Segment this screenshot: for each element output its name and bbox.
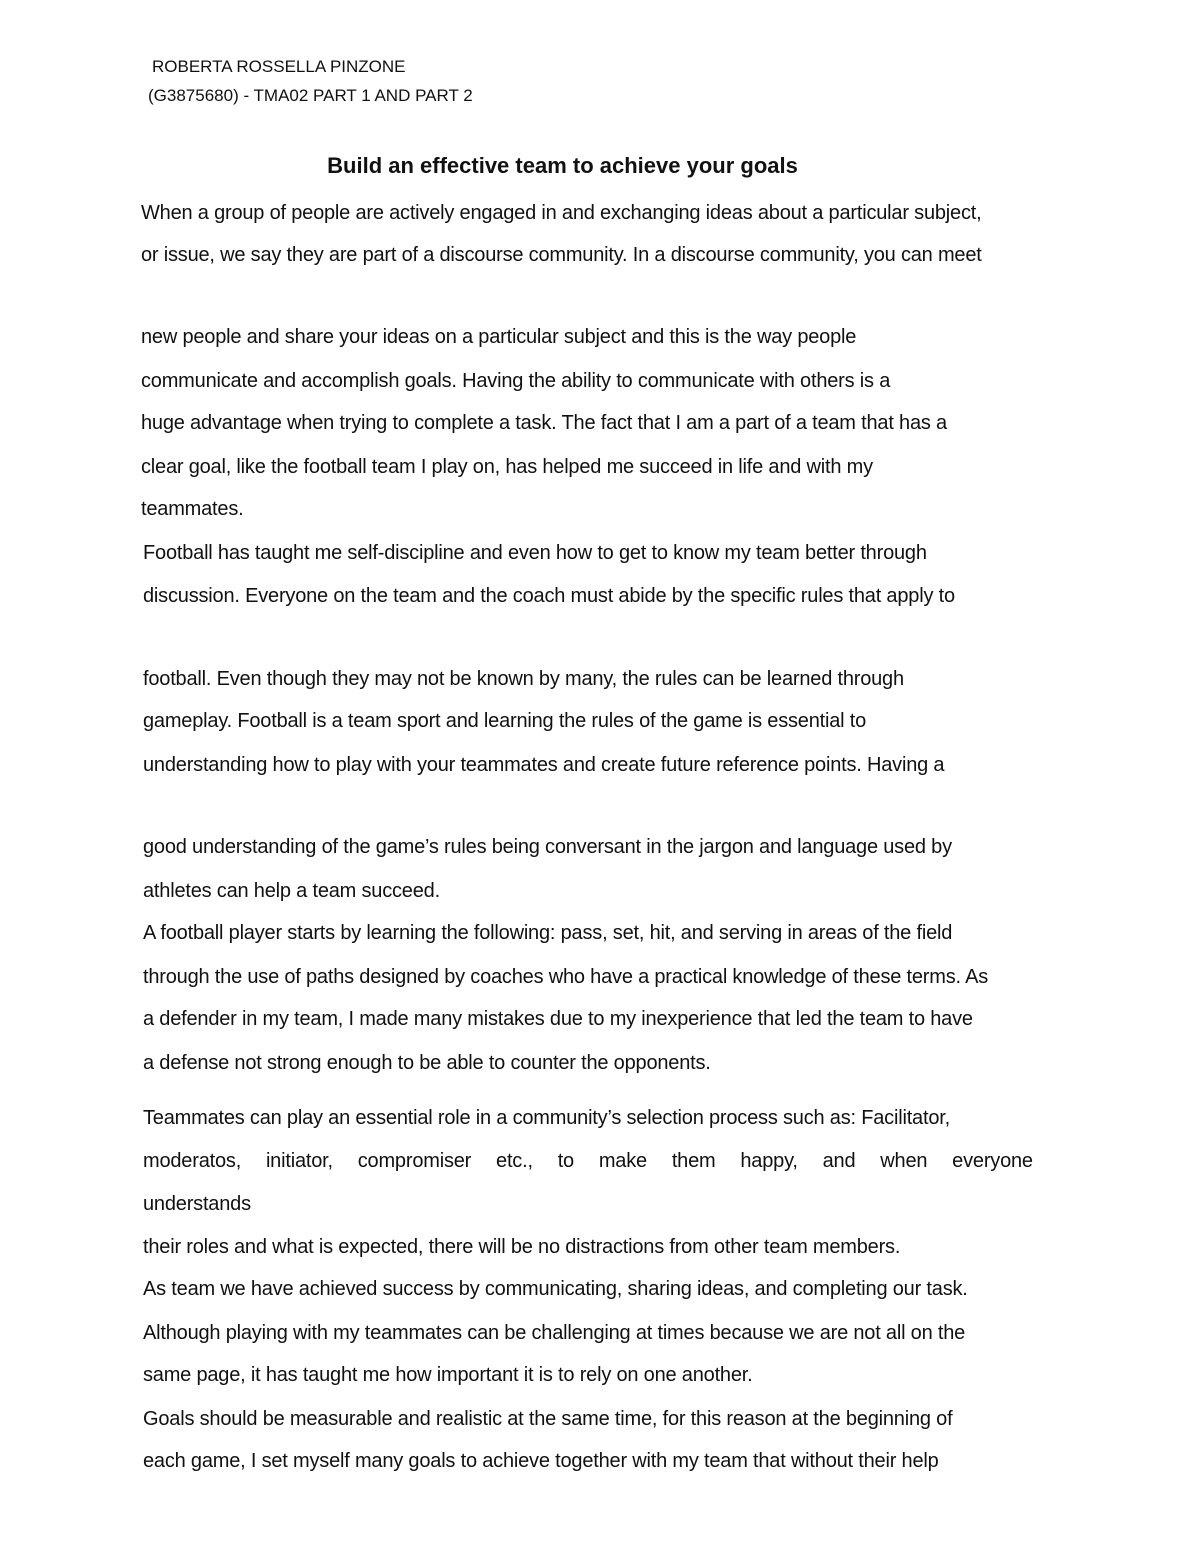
body-line: football. Even though they may not be known by many, the rules can be learned through [143,668,904,690]
body-line: a defender in my team, I made many mistakes due to my inexperience that led the team to have [143,1008,973,1030]
body-line: good understanding of the game’s rules being conversant in the jargon and language used by [143,836,952,858]
body-line: understands [143,1193,251,1215]
justified-word: to [557,1150,574,1172]
body-line: same page, it has taught me how important it is to rely on one another. [143,1364,753,1386]
justified-word: and [822,1150,856,1172]
assignment-code: (G3875680) - TMA02 PART 1 AND PART 2 [148,86,473,105]
body-line: communicate and accomplish goals. Having the ability to communicate with others is a [141,370,891,392]
author-name: ROBERTA ROSSELLA PINZONE [152,57,406,76]
body-line: Football has taught me self-discipline and even how to get to know my team better through [143,542,927,564]
body-line: huge advantage when trying to complete a task. The fact that I am a part of a team that has a [141,412,947,434]
justified-body-line [143,1149,1033,1173]
body-line: clear goal, like the football team I play on, has helped me succeed in life and with my [141,456,873,478]
body-line: a defense not strong enough to be able to counter the opponents. [143,1052,711,1074]
body-line: athletes can help a team succeed. [143,880,440,902]
justified-word: when [880,1150,928,1172]
justified-word: initiator, [265,1150,333,1172]
body-line: teammates. [141,498,244,520]
justified-word: everyone [952,1150,1033,1172]
body-line: each game, I set myself many goals to achieve together with my team that without their help [143,1450,939,1472]
body-line: Although playing with my teammates can be challenging at times because we are not all on the [143,1322,966,1344]
body-line: Teammates can play an essential role in a community’s selection process such as: Facilitator, [143,1107,950,1129]
justified-word: etc., [496,1150,533,1172]
justified-word: happy, [740,1150,798,1172]
body-line: When a group of people are actively engaged in and exchanging ideas about a particular subject, [141,202,982,224]
justified-word: them [671,1150,716,1172]
body-line: gameplay. Football is a team sport and learning the rules of the game is essential to [143,710,867,732]
body-line: understanding how to play with your teammates and create future reference points. Having a [143,754,945,776]
body-line: new people and share your ideas on a particular subject and this is the way people [141,326,857,348]
body-line: Goals should be measurable and realistic at the same time, for this reason at the beginning of [143,1408,953,1430]
body-line: As team we have achieved success by communicating, sharing ideas, and completing our task. [143,1278,968,1300]
justified-word: moderatos, [143,1150,242,1172]
justified-word: make [598,1150,647,1172]
body-line: discussion. Everyone on the team and the coach must abide by the specific rules that apply to [143,585,955,607]
body-line: through the use of paths designed by coaches who have a practical knowledge of these terms. As [143,966,989,988]
justified-word: compromiser [357,1150,472,1172]
document-title: Build an effective team to achieve your goals [327,153,798,178]
body-line: or issue, we say they are part of a discourse community. In a discourse community, you can meet [141,244,982,266]
body-line: their roles and what is expected, there will be no distractions from other team members. [143,1236,901,1258]
body-line: A football player starts by learning the following: pass, set, hit, and serving in areas of the field [143,922,953,944]
